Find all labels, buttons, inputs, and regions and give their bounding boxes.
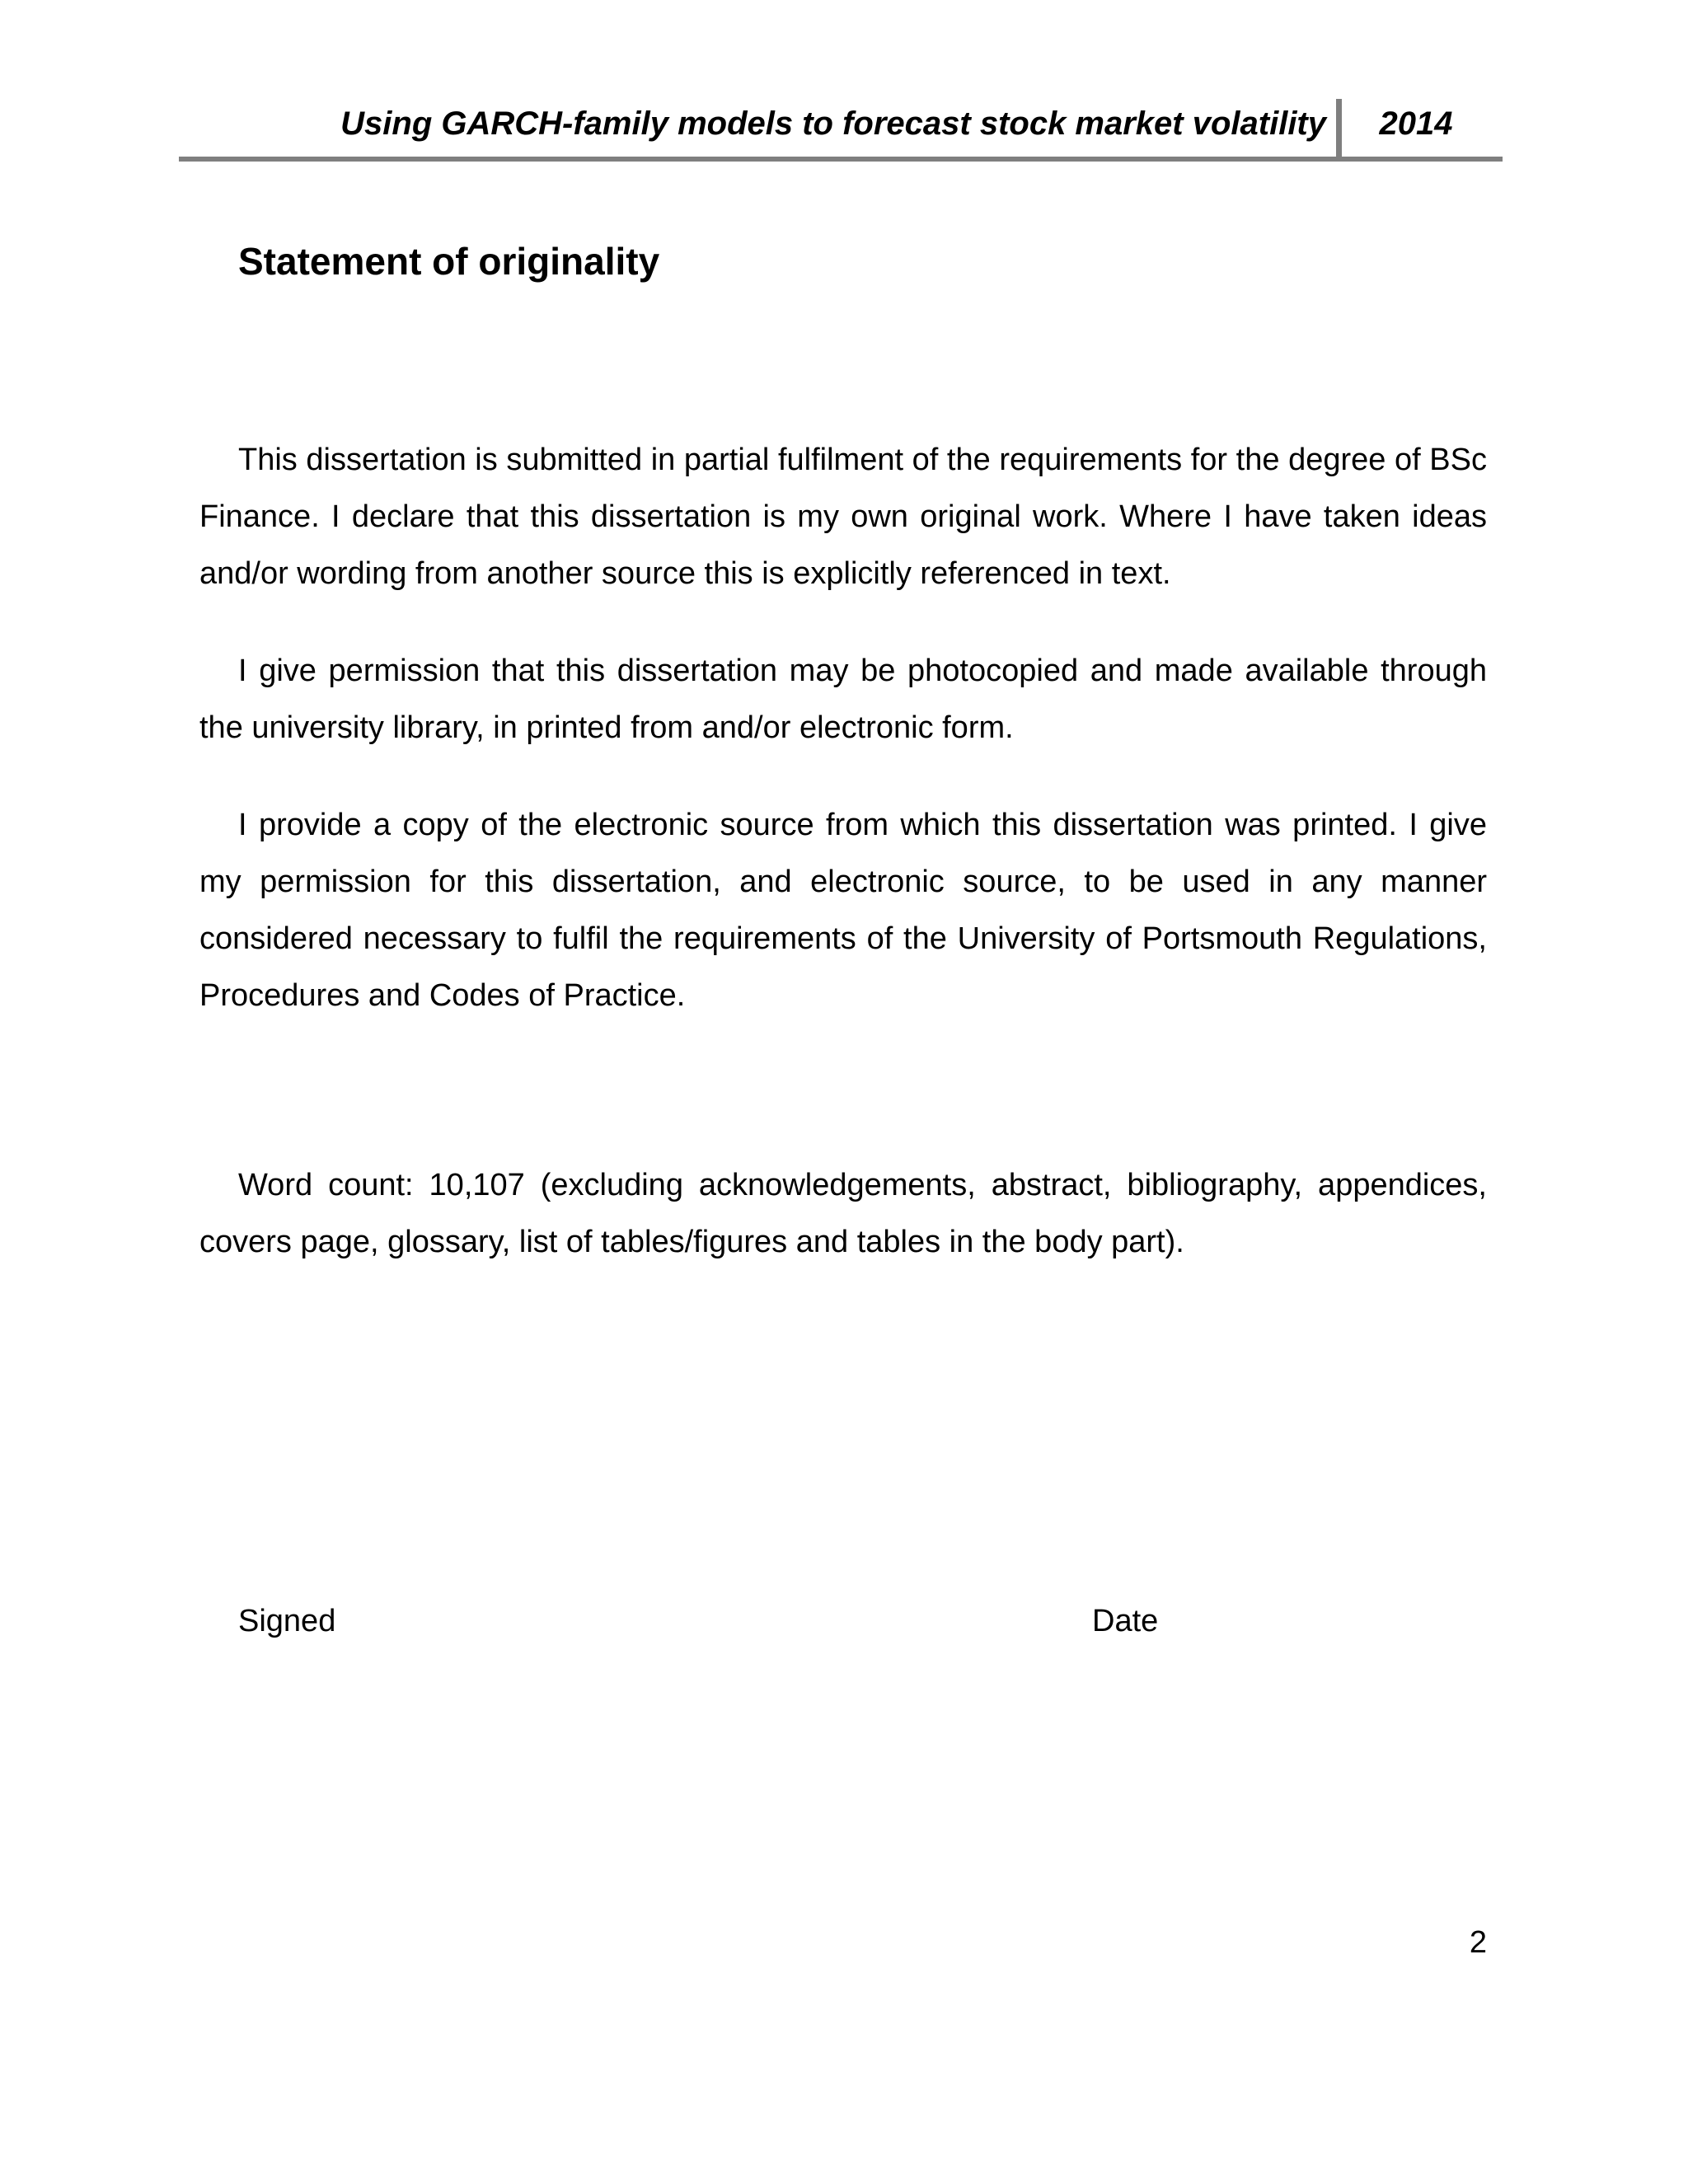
paragraph-declaration: This dissertation is submitted in partial fulfilment of the requirements for the degree of BSc Finance. I declare that this dissertation is my own original work. Where I have taken ideas and/or wording from another source this is explicitly referenced in text. — [199, 443, 1487, 591]
paragraph-electronic-source: I provide a copy of the electronic source from which this dissertation was printed. I give my permission for this dissertation, and electronic source, to be used in any manner considered necessary to fulfil the requirements of the University of Portsmouth Regulations, Procedures and Codes of Practice. — [199, 808, 1487, 1013]
date-label: Date — [1092, 1604, 1159, 1638]
word-count-block — [199, 1157, 1487, 1311]
running-header-title: Using GARCH-family models to forecast stock market volatility — [340, 105, 1326, 142]
paragraph-permission: I give permission that this dissertation may be photocopied and made available through the university library, in printed from and/or electronic form. — [199, 654, 1487, 745]
running-header — [179, 99, 1503, 162]
signed-label: Signed — [238, 1604, 336, 1638]
word-count-paragraph: Word count: 10,107 (excluding acknowledgements, abstract, bibliography, appendices, covers page, glossary, list of tables/figures and tables in the body part). — [199, 1168, 1487, 1259]
running-header-year: 2014 — [1379, 105, 1453, 142]
page-title: Statement of originality — [238, 240, 660, 283]
header-rule — [179, 157, 1503, 162]
header-separator — [1336, 99, 1342, 162]
page-number: 2 — [1469, 1925, 1487, 1960]
statement-body — [199, 432, 1487, 1065]
